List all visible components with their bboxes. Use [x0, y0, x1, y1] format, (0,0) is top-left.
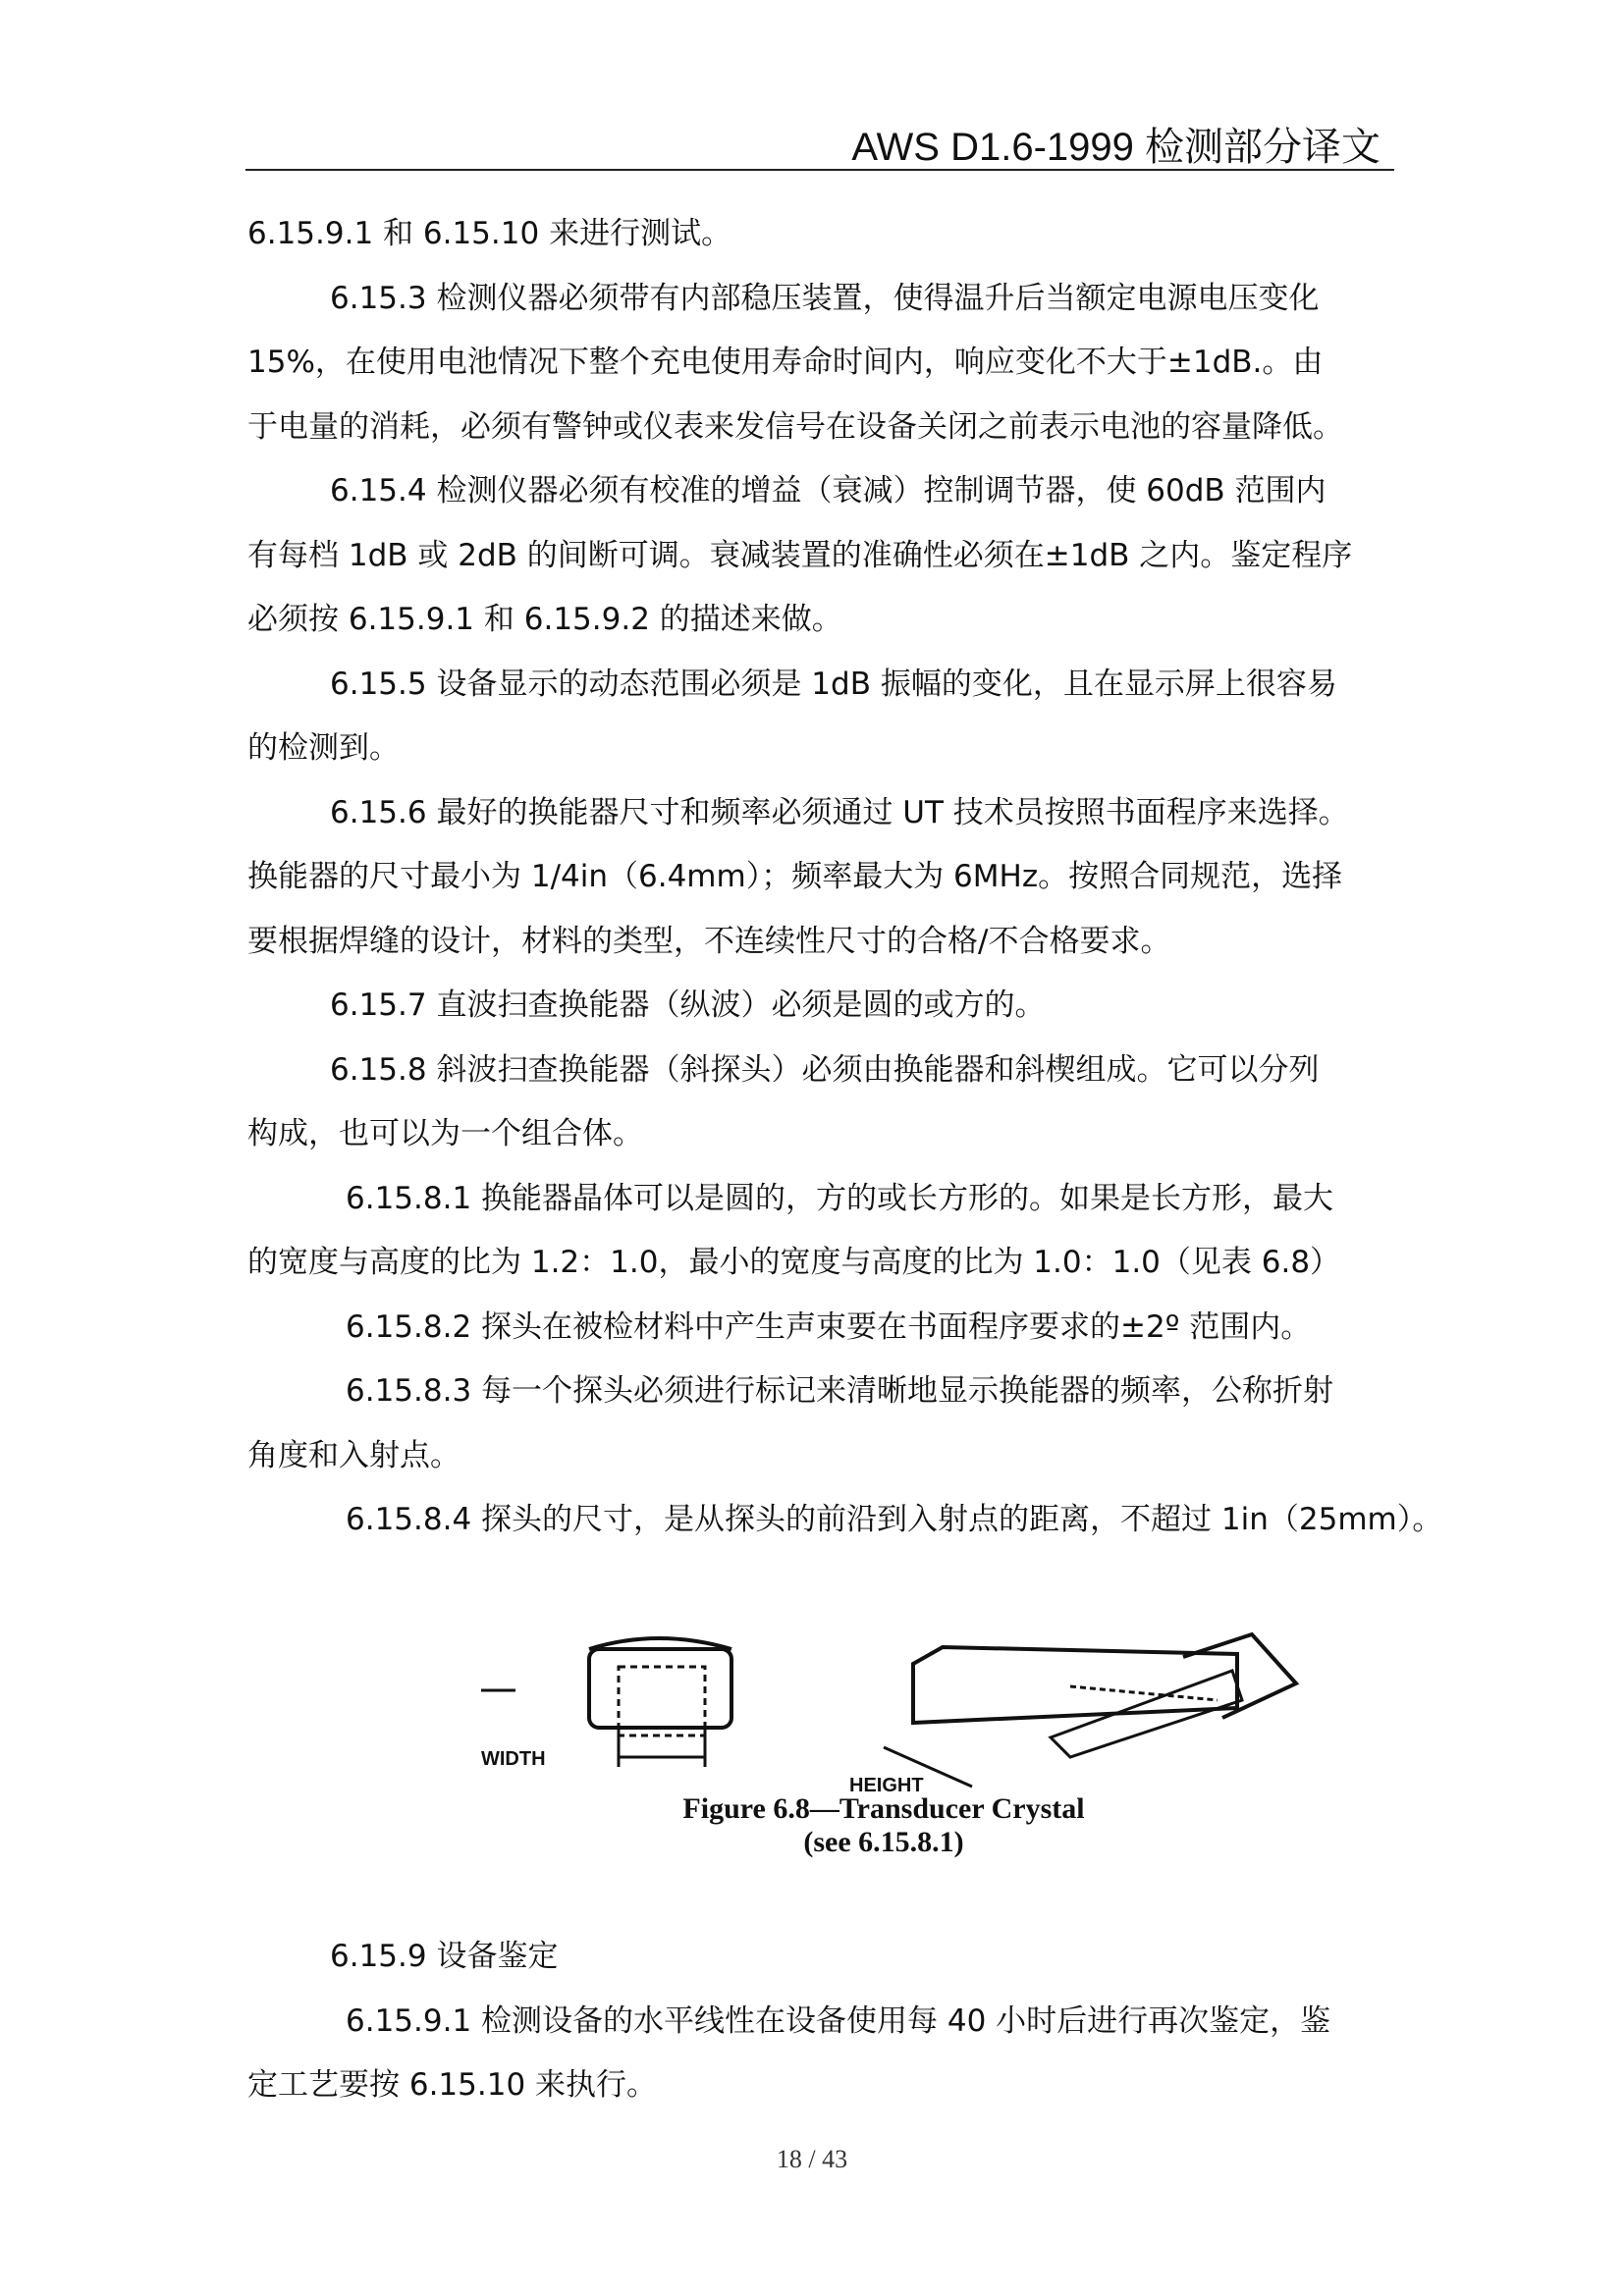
- height-label: HEIGHT: [849, 1775, 924, 1796]
- transducer-diagram: [461, 1610, 1306, 1796]
- paragraph-line: 必须按 6.15.9.1 和 6.15.9.2 的描述来做。: [247, 602, 842, 637]
- paragraph-line: 换能器的尺寸最小为 1/4in（6.4mm）；频率最大为 6MHz。按照合同规范，选择: [247, 859, 1343, 894]
- body-text-continued: [247, 1925, 1396, 2118]
- paragraph-line: 6.15.3 检测仪器必须带有内部稳压装置，使得温升后当额定电源电压变化: [330, 280, 1320, 316]
- body-text: [247, 202, 1443, 1553]
- paragraph-line: 的检测到。: [247, 730, 400, 766]
- paragraph-line: 6.15.6 最好的换能器尺寸和频率必须通过 UT 技术员按照书面程序来选择。: [330, 794, 1349, 830]
- width-label: WIDTH: [481, 1748, 546, 1770]
- figure-caption: [461, 1792, 1306, 1859]
- paragraph-line: 6.15.8.4 探头的尺寸，是从探头的前沿到入射点的距离，不超过 1in（25mm）。: [346, 1502, 1443, 1537]
- paragraph-line: 6.15.8.3 每一个探头必须进行标记来清晰地显示换能器的频率，公称折射: [346, 1373, 1334, 1409]
- paragraph-line: 的宽度与高度的比为 1.2：1.0，最小的宽度与高度的比为 1.0：1.0（见表 6.8）: [247, 1245, 1341, 1280]
- page-number: 18 / 43: [776, 2145, 848, 2173]
- paragraph-line: 6.15.9.1 和 6.15.10 来进行测试。: [247, 216, 732, 251]
- paragraph-line: 于电量的消耗，必须有警钟或仪表来发信号在设备关闭之前表示电池的容量降低。: [247, 408, 1343, 445]
- header-title: AWS D1.6-1999 检测部分译文: [851, 126, 1380, 169]
- paragraph-line: 要根据焊缝的设计，材料的类型，不连续性尺寸的合格/不合格要求。: [247, 923, 1171, 959]
- angle-beam-transducer: [884, 1634, 1296, 1787]
- paragraph-line: 角度和入射点。: [247, 1437, 460, 1473]
- paragraph-line: 6.15.8.1 换能器晶体可以是圆的，方的或长方形的。如果是长方形，最大: [346, 1180, 1334, 1216]
- paragraph-line: 6.15.8.2 探头在被检材料中产生声束要在书面程序要求的±2º 范围内。: [346, 1308, 1312, 1345]
- paragraph-line: 有每档 1dB 或 2dB 的间断可调。衰减装置的准确性必须在±1dB 之内。鉴定程序: [247, 537, 1353, 573]
- caption-line: (see 6.15.8.1): [803, 1826, 964, 1858]
- paragraph-line: 6.15.7 直波扫查换能器（纵波）必须是圆的或方的。: [330, 988, 1046, 1023]
- page-header: [245, 110, 1394, 171]
- paragraph-line: 6.15.8 斜波扫查换能器（斜探头）必须由换能器和斜楔组成。它可以分列: [330, 1051, 1320, 1088]
- paragraph-line: 6.15.5 设备显示的动态范围必须是 1dB 振幅的变化，且在显示屏上很容易: [330, 666, 1337, 702]
- paragraph-line: 定工艺要按 6.15.10 来执行。: [247, 2067, 658, 2103]
- paragraph-line: 6.15.9.1 检测设备的水平线性在设备使用每 40 小时后进行再次鉴定，鉴: [346, 2002, 1331, 2039]
- caption-line: Figure 6.8—Transducer Crystal: [682, 1792, 1085, 1825]
- paragraph-line: 6.15.4 检测仪器必须有校准的增益（衰减）控制调节器，使 60dB 范围内: [330, 473, 1326, 508]
- paragraph-line: 6.15.9 设备鉴定: [330, 1939, 559, 1974]
- paragraph-line: 构成，也可以为一个组合体。: [247, 1116, 643, 1151]
- paragraph-line: 15%，在使用电池情况下整个充电使用寿命时间内，响应变化不大于±1dB.。由: [247, 345, 1324, 380]
